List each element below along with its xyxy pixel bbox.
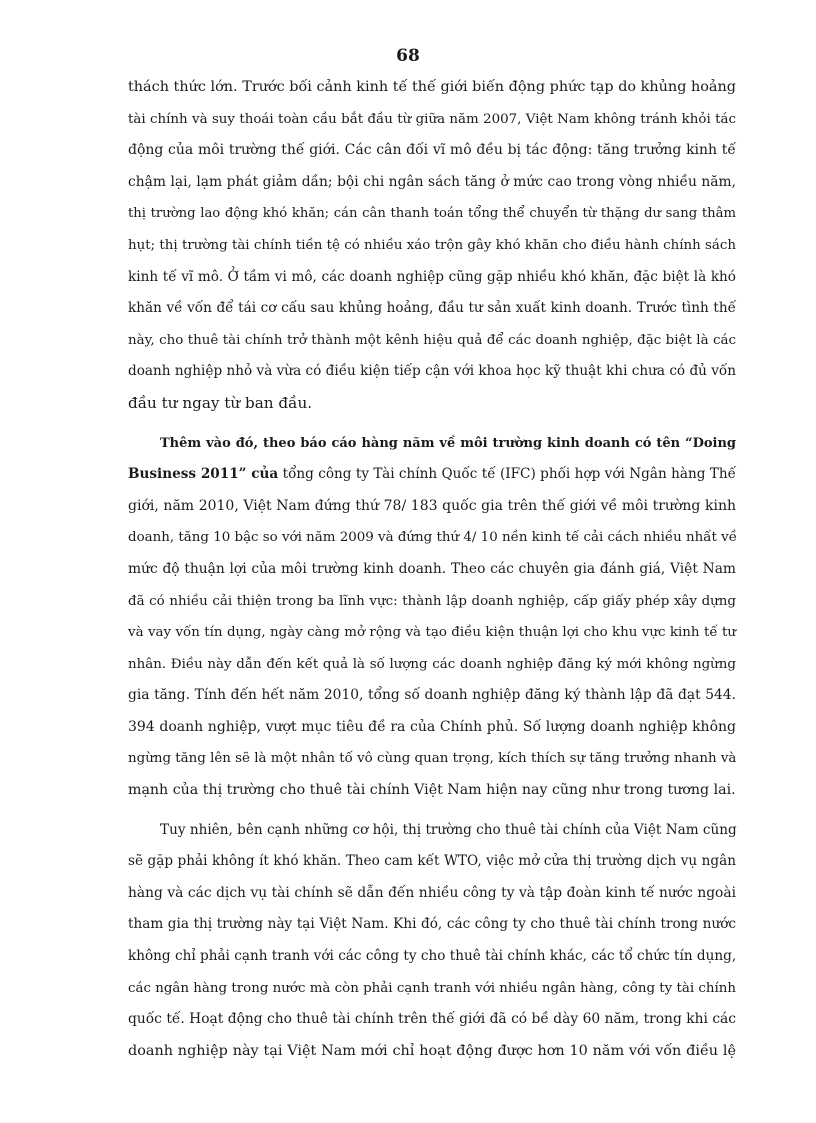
paragraph-line: hàng và các dịch vụ tài chính sẽ dẫn đến nhiều công ty và tập đoàn kinh tế nước ngoài: [128, 884, 736, 901]
paragraph-line: và vay vốn tín dụng, ngày càng mở rộng và tạo điều kiện thuận lợi cho khu vực kinh tế tư: [128, 625, 736, 641]
paragraph-line: động của môi trường thế giới. Các cân đối vĩ mô đều bị tác động: tăng trưởng kinh tế: [128, 142, 736, 159]
paragraph-line-bold: Thêm vào đó, theo báo cáo hàng năm về môi trường kinh doanh có tên “Doing: [160, 435, 736, 451]
paragraph-line: sẽ gặp phải không ít khó khăn. Theo cam kết WTO, việc mở cửa thị trường dịch vụ ngân: [128, 853, 736, 870]
line-rest: tổng công ty Tài chính Quốc tế (IFC) phối hợp với Ngân hàng Thế: [278, 466, 736, 483]
paragraph-line: đã có nhiều cải thiện trong ba lĩnh vực: thành lập doanh nghiệp, cấp giấy phép xây dựng: [128, 593, 736, 609]
paragraph-line: chậm lại, lạm phát giảm dần; bội chi ngân sách tăng ở mức cao trong vòng nhiều năm,: [128, 173, 736, 190]
paragraph-line: quốc tế. Hoạt động cho thuê tài chính trên thế giới đã có bề dày 60 năm, trong khi các: [128, 1011, 736, 1028]
paragraph-line: Tuy nhiên, bên cạnh những cơ hội, thị trường cho thuê tài chính của Việt Nam cũng: [160, 821, 737, 838]
paragraph-line: thách thức lớn. Trước bối cảnh kinh tế thế giới biến động phức tạp do khủng hoảng: [128, 79, 736, 95]
paragraph-line: nhân. Điều này dẫn đến kết quả là số lượng các doanh nghiệp đăng ký mới không ngừng: [128, 656, 736, 672]
paragraph-line: kinh tế vĩ mô. Ở tầm vi mô, các doanh nghiệp cũng gặp nhiều khó khăn, đặc biệt là khó: [128, 268, 736, 285]
paragraph-line: doanh nghiệp nhỏ và vừa có điều kiện tiếp cận với khoa học kỹ thuật khi chưa có đủ vốn: [128, 363, 736, 380]
paragraph-line: 394 doanh nghiệp, vượt mục tiêu đề ra của Chính phủ. Số lượng doanh nghiệp không: [128, 718, 736, 735]
paragraph-2: [128, 428, 736, 807]
paragraph-line: tài chính và suy thoái toàn cầu bắt đầu từ giữa năm 2007, Việt Nam không tránh khỏi tác: [128, 111, 736, 127]
paragraph-line: khăn về vốn để tái cơ cấu sau khủng hoảng, đầu tư sản xuất kinh doanh. Trước tình thế: [128, 300, 736, 317]
paragraph-line: giới, năm 2010, Việt Nam đứng thứ 78/ 183 quốc gia trên thế giới về môi trường kinh: [128, 497, 736, 514]
paragraph-line: tham gia thị trường này tại Việt Nam. Khi đó, các công ty cho thuê tài chính trong nước: [128, 916, 736, 933]
document-body: [128, 72, 736, 1067]
paragraph-3: [128, 815, 736, 1068]
paragraph-line: doanh nghiệp này tại Việt Nam mới chỉ hoạt động được hơn 10 năm với vốn điều lệ: [128, 1042, 736, 1059]
paragraph-line: ngừng tăng lên sẽ là một nhân tố vô cùng quan trọng, kích thích sự tăng trưởng nhanh và: [128, 751, 737, 767]
paragraph-line: không chỉ phải cạnh tranh với các công ty cho thuê tài chính khác, các tổ chức tín dụng,: [128, 948, 737, 965]
paragraph-line: doanh, tăng 10 bậc so với năm 2009 và đứng thứ 4/ 10 nền kinh tế cải cách nhiều nhất về: [128, 530, 737, 546]
paragraph-line: thị trường lao động khó khăn; cán cân thanh toán tổng thể chuyển từ thặng dư sang thâm: [128, 206, 736, 222]
bold-lead: Business 2011” của: [128, 466, 279, 483]
paragraph-line: mức độ thuận lợi của môi trường kinh doanh. Theo các chuyên gia đánh giá, Việt Nam: [128, 560, 736, 577]
paragraph-line: các ngân hàng trong nước mà còn phải cạnh tranh với nhiều ngân hàng, công ty tài chính: [128, 980, 737, 996]
page-number: 68: [396, 46, 420, 66]
paragraph-line: hụt; thị trường tài chính tiền tệ có nhiều xáo trộn gây khó khăn cho điều hành chính sách: [128, 237, 736, 253]
paragraph-1: [128, 72, 736, 420]
paragraph-line: đầu tư ngay từ ban đầu.: [128, 393, 313, 412]
paragraph-line: này, cho thuê tài chính trở thành một kênh hiệu quả để các doanh nghiệp, đặc biệt là các: [128, 332, 736, 348]
paragraph-line-mixed: [128, 459, 736, 491]
paragraph-line: mạnh của thị trường cho thuê tài chính Việt Nam hiện nay cũng như trong tương lai.: [128, 782, 736, 799]
paragraph-line: gia tăng. Tính đến hết năm 2010, tổng số doanh nghiệp đăng ký thành lập đã đạt 544.: [128, 687, 736, 704]
